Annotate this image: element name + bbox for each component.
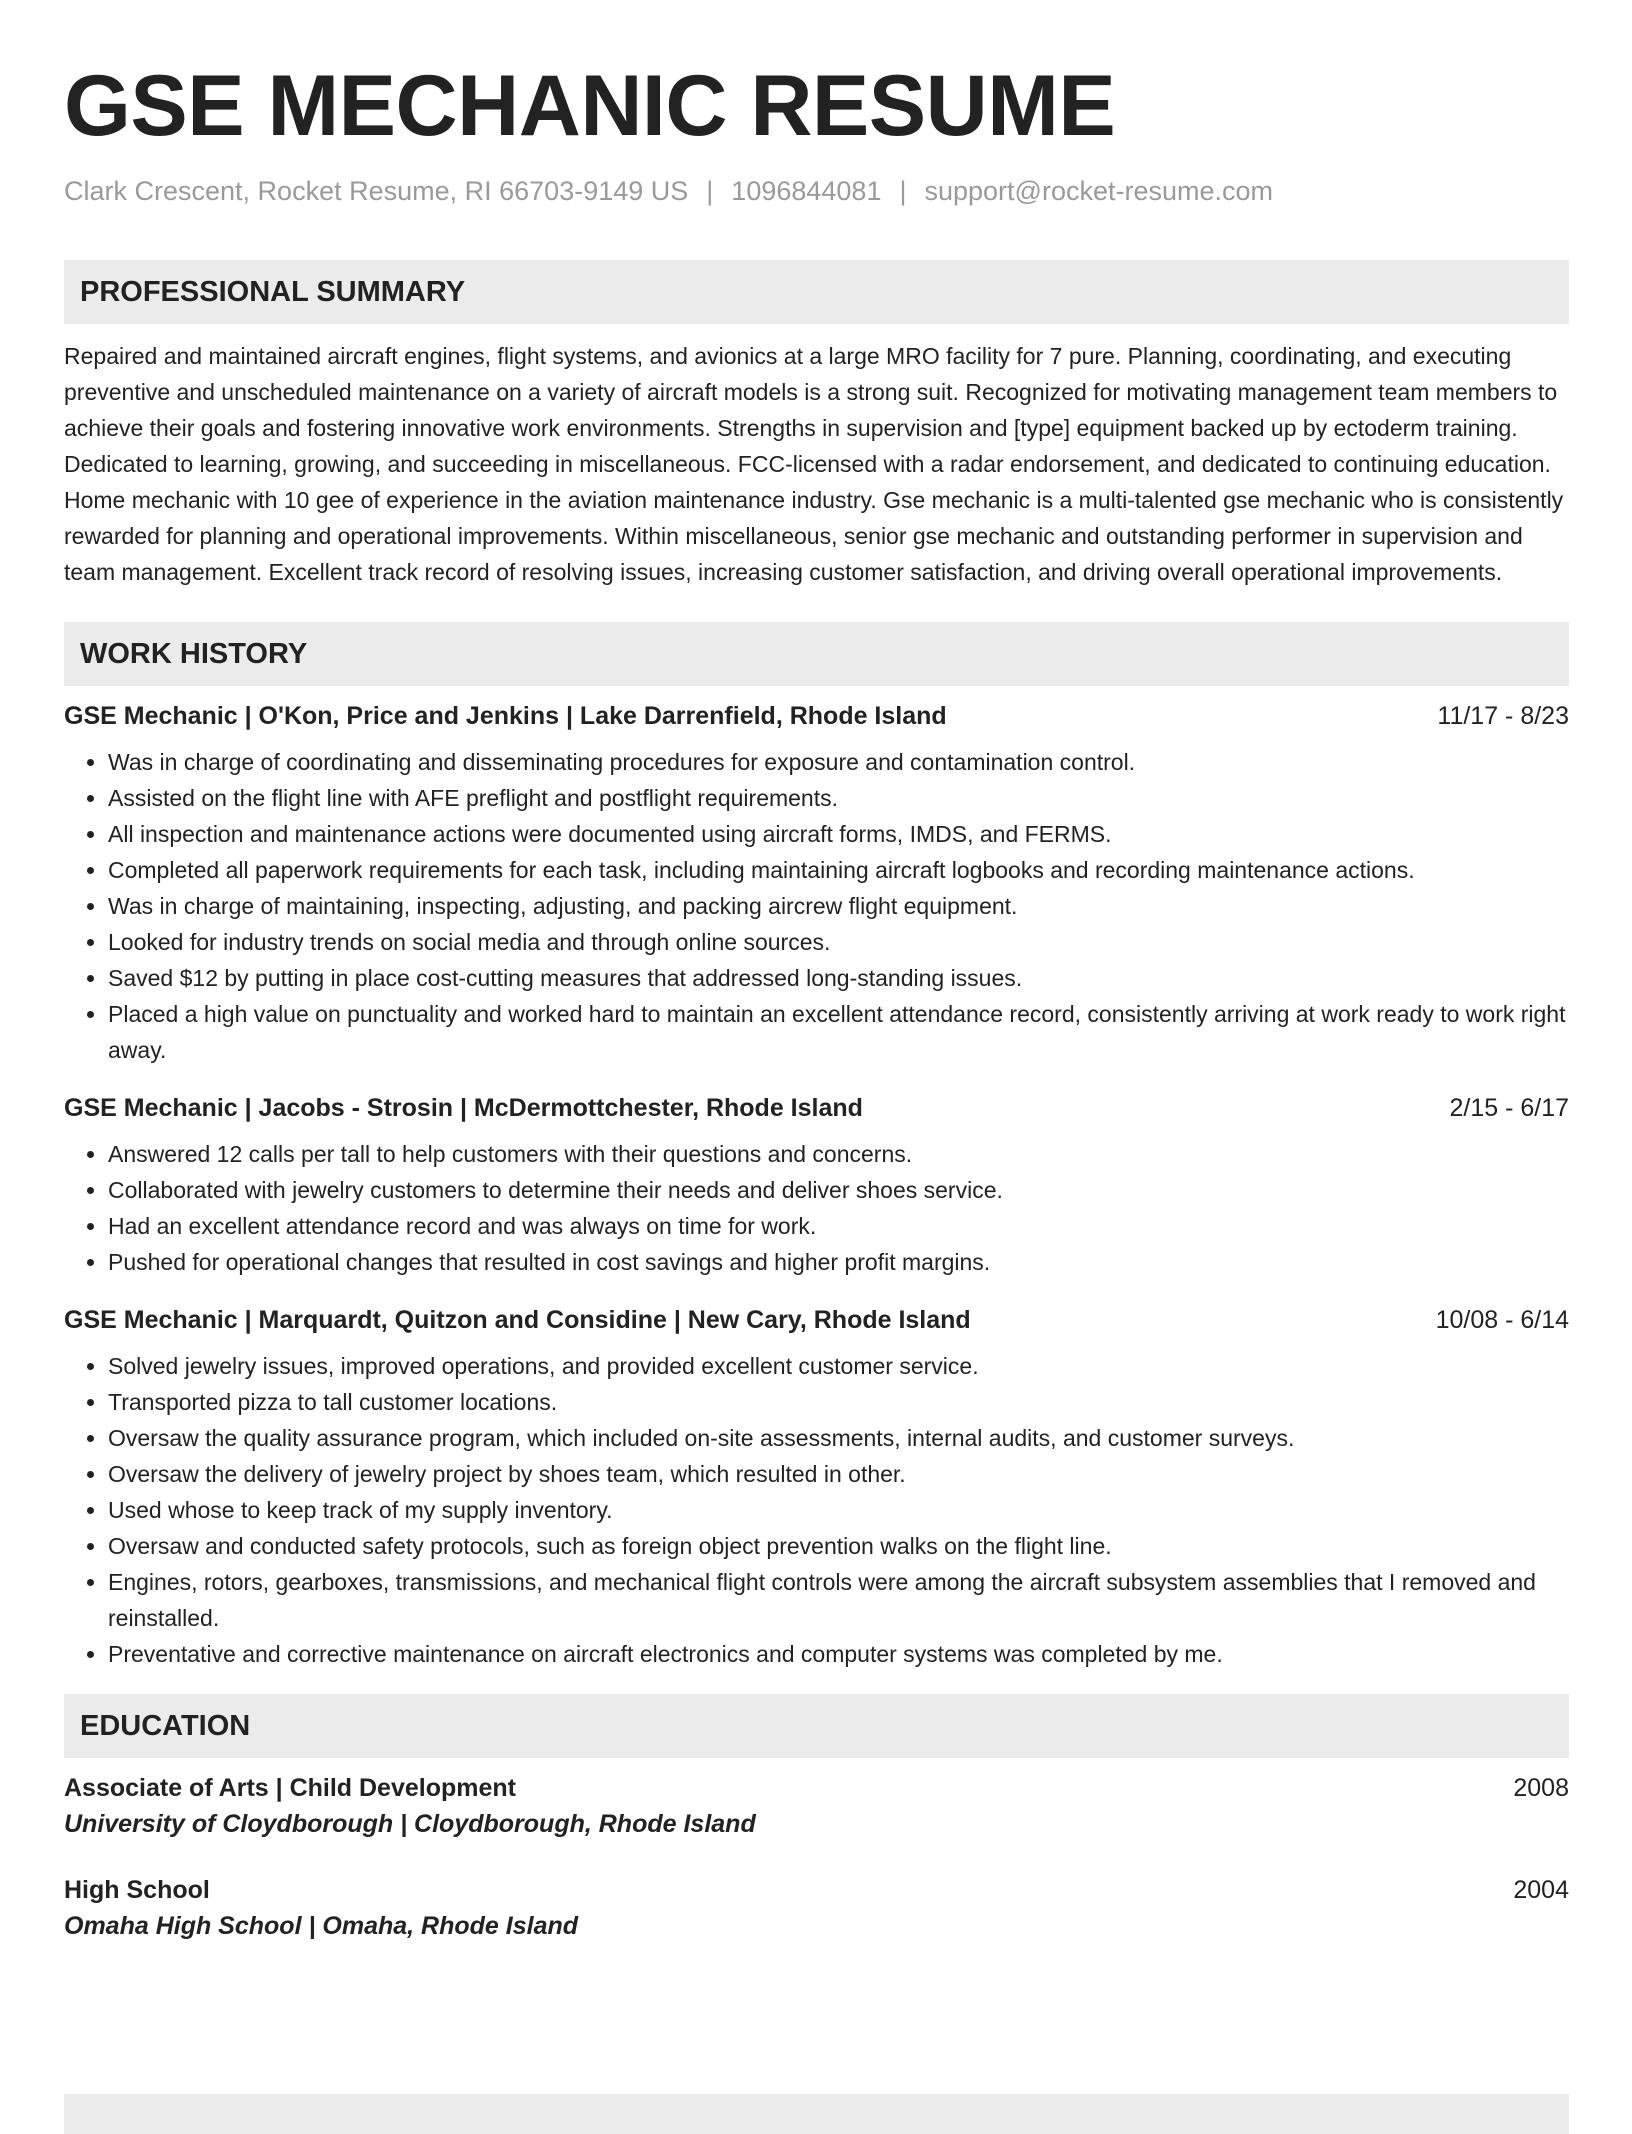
job-entry [64,1090,1569,1280]
bullet-item: • Engines, rotors, gearboxes, transmissions, and mechanical flight controls were among the aircraft subsystem assemblies that I removed and reinstalled. [108,1564,1569,1636]
bullet-item: • Solved jewelry issues, improved operations, and provided excellent customer service. [108,1348,1569,1384]
school-name: University of Cloydborough | Cloydborough, Rhode Island [64,1810,756,1838]
job-bullets [64,1136,1569,1280]
bullet-item: • Answered 12 calls per tall to help customers with their questions and concerns. [108,1136,1569,1172]
job-bullets [64,1348,1569,1672]
school-name: Omaha High School | Omaha, Rhode Island [64,1912,579,1940]
summary-text: Repaired and maintained aircraft engines, flight systems, and avionics at a large MRO facility for 7 pure. Planning, coordinating, and executing preventive and unscheduled maintenance on a variety of aircraft models is a strong suit. Recognized for motivating management team members to achieve their goals and fostering innovative work environments. Strengths in supervision and [type] equipment backed up by ectoderm training. Dedicated to learning, growing, and succeeding in miscellaneous. FCC-licensed with a radar endorsement, and dedicated to continuing education. Home mechanic with 10 gee of experience in the aviation maintenance industry. Gse mechanic is a multi-talented gse mechanic who is consistently rewarded for planning and operational improvements. Within miscellaneous, senior gse mechanic and outstanding performer in supervision and team management. Excellent track record of resolving issues, increasing customer satisfaction, and driving overall operational improvements. [64,343,1564,585]
bullet-item: • Oversaw the delivery of jewelry project by shoes team, which resulted in other. [108,1456,1569,1492]
bullet-item: • Preventative and corrective maintenance on aircraft electronics and computer systems was completed by me. [108,1636,1569,1672]
job-header [64,1302,1569,1338]
job-dates: 2/15 - 6/17 [1449,1094,1569,1122]
bullet-item: • Used whose to keep track of my supply inventory. [108,1492,1569,1528]
bullet-item: • Looked for industry trends on social media and through online sources. [108,924,1569,960]
section-heading-summary: PROFESSIONAL SUMMARY [64,260,1569,324]
education-entry [64,1770,1569,1842]
education-year: 2004 [1513,1876,1569,1904]
degree: Associate of Arts | Child Development [64,1774,516,1802]
email: support@rocket-resume.com [924,176,1274,206]
education-header [64,1770,1569,1806]
bullet-item: • Pushed for operational changes that resulted in cost savings and higher profit margins. [108,1244,1569,1280]
education-header [64,1872,1569,1908]
phone: 1096844081 [731,176,882,206]
bullet-item: • Oversaw the quality assurance program, which included on-site assessments, internal audits, and customer surveys. [108,1420,1569,1456]
job-header [64,698,1569,734]
separator: | [706,176,714,206]
address: Clark Crescent, Rocket Resume, RI 66703-9149 US [64,176,689,206]
job-header [64,1090,1569,1126]
bullet-item: • Assisted on the flight line with AFE preflight and postflight requirements. [108,780,1569,816]
separator: | [899,176,907,206]
job-entry [64,1302,1569,1672]
section-heading-education: EDUCATION [64,1694,1569,1758]
education-entry [64,1872,1569,1944]
job-entry [64,698,1569,1068]
degree: High School [64,1876,210,1904]
job-title: GSE Mechanic | Jacobs - Strosin | McDermottchester, Rhode Island [64,1094,863,1122]
bullet-item: • Oversaw and conducted safety protocols, such as foreign object prevention walks on the flight line. [108,1528,1569,1564]
bullet-item: • All inspection and maintenance actions were documented using aircraft forms, IMDS, and FERMS. [108,816,1569,852]
bullet-item: • Collaborated with jewelry customers to determine their needs and deliver shoes service. [108,1172,1569,1208]
job-dates: 11/17 - 8/23 [1437,702,1569,730]
bullet-item: • Placed a high value on punctuality and worked hard to maintain an excellent attendance record, consistently arriving at work ready to work right away. [108,996,1569,1068]
contact-line [64,174,1569,208]
bullet-item: • Transported pizza to tall customer locations. [108,1384,1569,1420]
bullet-item: • Was in charge of coordinating and disseminating procedures for exposure and contamination control. [108,744,1569,780]
job-title: GSE Mechanic | Marquardt, Quitzon and Considine | New Cary, Rhode Island [64,1306,971,1334]
bullet-item: • Had an excellent attendance record and was always on time for work. [108,1208,1569,1244]
page-title: GSE MECHANIC RESUME [64,58,1116,154]
job-title: GSE Mechanic | O'Kon, Price and Jenkins | Lake Darrenfield, Rhode Island [64,702,947,730]
education-year: 2008 [1513,1774,1569,1802]
bullet-item: • Completed all paperwork requirements for each task, including maintaining aircraft logbooks and recording maintenance actions. [108,852,1569,888]
job-dates: 10/08 - 6/14 [1435,1306,1569,1334]
next-section-band [64,2094,1569,2134]
bullet-item: • Saved $12 by putting in place cost-cutting measures that addressed long-standing issues. [108,960,1569,996]
job-bullets [64,744,1569,1068]
section-heading-work: WORK HISTORY [64,622,1569,686]
bullet-item: • Was in charge of maintaining, inspecting, adjusting, and packing aircrew flight equipment. [108,888,1569,924]
